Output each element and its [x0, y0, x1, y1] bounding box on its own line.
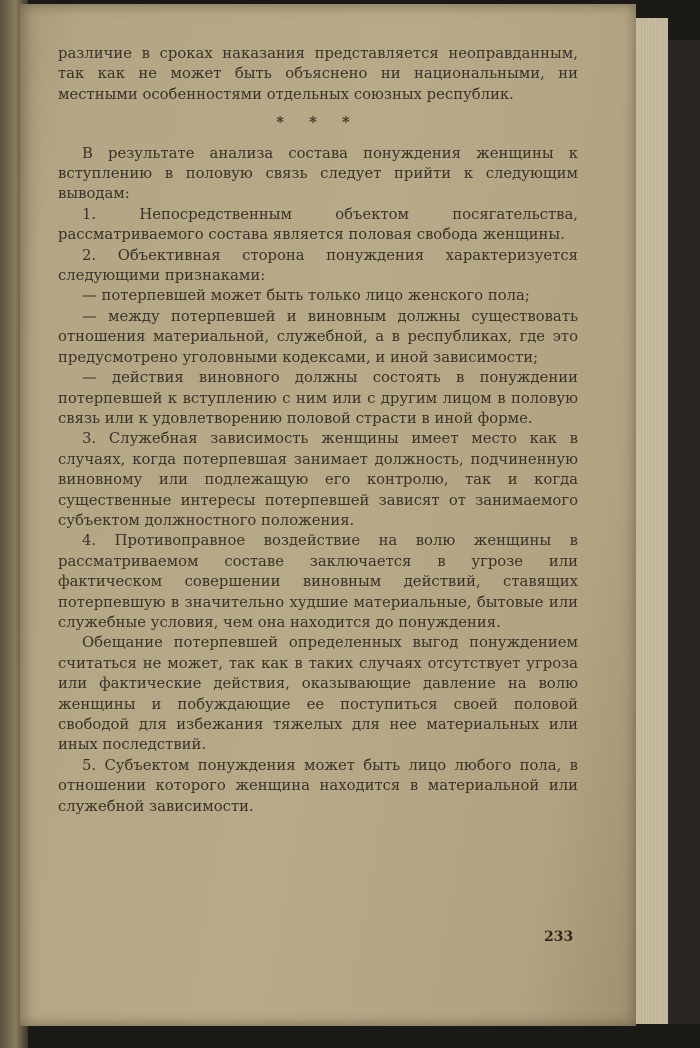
- conclusion-2: 2. Объективная сторона понуждения характеризуется следующими признаками:: [58, 246, 578, 285]
- conclusion-3: 3. Служебная зависимость женщины имеет место как в случаях, когда потерпевшая занимает должность, подчиненную виновному или подлежащую его контролю, так и когда существенные интересы потерпевшей зависят от занимаемого субъектом должностного положения.: [58, 430, 578, 529]
- page-text: [58, 44, 578, 817]
- conclusion-5: 5. Субъектом понуждения может быть лицо любого пола, в отношении которого женщина находится в материальной или служебной зависимости.: [58, 756, 578, 815]
- conclusion-2-item-2: — между потерпевшей и виновным должны существовать отношения материальной, служебной, а в республиках, где это предусмотрено уголовными кодексами, и иной зависимости;: [58, 307, 578, 366]
- section-separator: * * *: [276, 114, 360, 132]
- paragraph-continuation: различие в сроках наказания представляется неоправданным, так как не может быть объяснено ни национальными, ни местными особенностями отдельных союзных республик.: [58, 45, 578, 103]
- book-page: [20, 4, 636, 1026]
- book-cover-edge: [668, 40, 700, 1024]
- conclusion-1: 1. Непосредственным объектом посягательства, рассматриваемого состава является половая свобода женщины.: [58, 205, 578, 244]
- conclusion-4-note: Обещание потерпевшей определенных выгод понуждением считаться не может, так как в таких случаях отсутствует угроза или фактические действия, оказывающие давление на волю женщины и побуждающие ее поступиться своей половой свободой для избежания тяжелых для нее материальных или иных последствий.: [58, 634, 578, 754]
- conclusion-2-item-1: — потерпевшей может быть только лицо женского пола;: [82, 287, 530, 305]
- conclusion-4: 4. Противоправное воздействие на волю женщины в рассматриваемом составе заключается в угрозе или фактическом совершении виновным действий, ставящих потерпевшую в значительно худшие материальные, бытовые или служебные условия, чем она находится до понуждения.: [58, 532, 578, 631]
- conclusion-2-item-3: — действия виновного должны состоять в понуждении потерпевшей к вступлению с ним или с другим лицом в половую связь или к удовлетворению половой страсти в иной форме.: [58, 369, 578, 427]
- paragraph-intro: В результате анализа состава понуждения женщины к вступлению в половую связь следует прийти к следующим выводам:: [58, 144, 578, 203]
- page-number: 233: [544, 929, 574, 945]
